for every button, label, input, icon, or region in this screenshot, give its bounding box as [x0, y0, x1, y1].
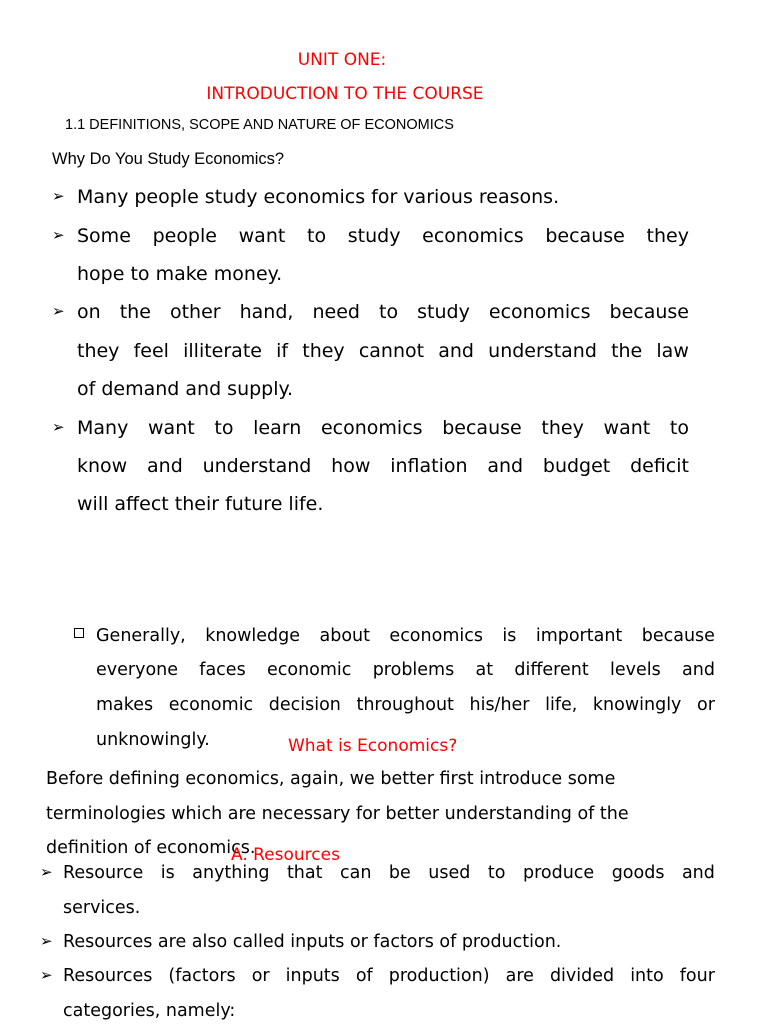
reason-2-line-2: hope to make money.: [77, 263, 283, 285]
reason-1-line-1: Many people study economics for various reasons.: [77, 186, 560, 208]
reason-3-line-1: on the other hand, need to study economics because: [77, 301, 689, 323]
question-heading: Why Do You Study Economics?: [52, 150, 285, 168]
arrow-bullet-icon: ➢: [52, 187, 65, 205]
reason-2-line-1: Some people want to study economics because they: [77, 225, 689, 247]
resources-heading: A. Resources: [231, 845, 340, 865]
arrow-bullet-icon: ➢: [52, 226, 65, 244]
arrow-bullet-icon: ➢: [52, 302, 65, 320]
intro-line-2: terminologies which are necessary for better understanding of the: [46, 804, 629, 824]
resource-3-line-1: Resources (factors or inputs of production) are divided into four: [63, 966, 715, 986]
resource-2-line-1: Resources are also called inputs or factors of production.: [63, 932, 562, 952]
unit-title: UNIT ONE:: [297, 50, 387, 70]
reason-3-line-3: of demand and supply.: [77, 378, 294, 400]
reason-3-line-2: they feel illiterate if they cannot and understand the law: [77, 340, 689, 362]
general-line-1: Generally, knowledge about economics is important because: [96, 626, 715, 646]
arrow-bullet-icon: ➢: [40, 863, 53, 881]
arrow-bullet-icon: ➢: [52, 418, 65, 436]
general-line-2: everyone faces economic problems at different levels and: [96, 660, 715, 680]
resource-1-line-1: Resource is anything that can be used to produce goods and: [63, 863, 715, 883]
course-title: INTRODUCTION TO THE COURSE: [206, 84, 484, 104]
resource-3-line-2: categories, namely:: [63, 1001, 236, 1021]
reason-4-line-3: will affect their future life.: [77, 493, 324, 515]
checkbox-bullet-icon: [74, 628, 84, 638]
section-heading: 1.1 DEFINITIONS, SCOPE AND NATURE OF ECONOMICS: [65, 117, 454, 133]
general-line-4: unknowingly.: [96, 730, 210, 750]
reason-4-line-1: Many want to learn economics because they want to: [77, 417, 689, 439]
reason-4-line-2: know and understand how inflation and budget deficit: [77, 455, 689, 477]
intro-line-3: definition of economics.: [46, 838, 256, 858]
general-line-3: makes economic decision throughout his/her life, knowingly or: [96, 695, 715, 715]
arrow-bullet-icon: ➢: [40, 932, 53, 950]
what-is-economics-heading: What is Economics?: [288, 736, 458, 756]
intro-line-1: Before defining economics, again, we better first introduce some: [46, 769, 616, 789]
arrow-bullet-icon: ➢: [40, 966, 53, 984]
resource-1-line-2: services.: [63, 898, 141, 918]
